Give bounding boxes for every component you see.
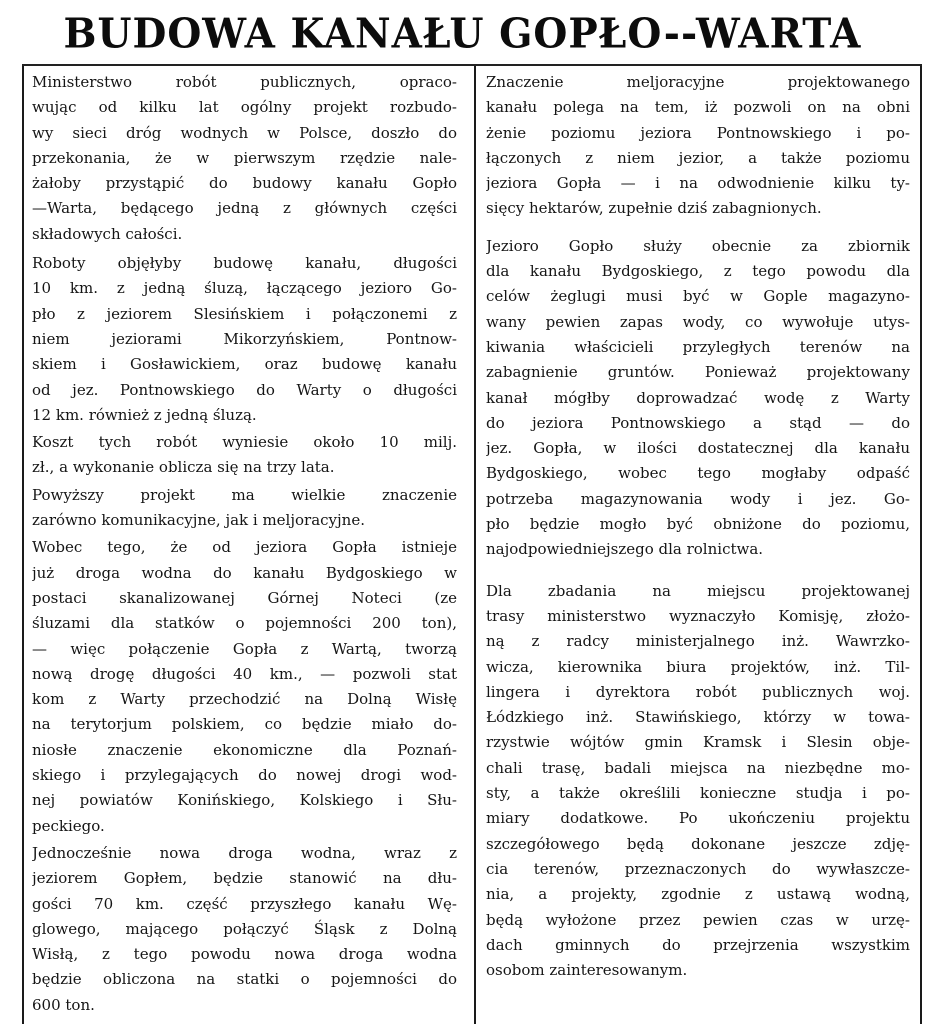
text-line: przekonania, że w pierwszym rzędzie nale- [32,148,457,167]
text-line: wując od kilku lat ogólny projekt rozbudo- [32,98,457,117]
text-line: wy sieci dróg wodnych w Polsce, doszło do [32,123,457,142]
text-line: —Warta, będącego jedną z głównych części [32,199,457,218]
text-line: nia, a projekty, zgodnie z ustawą wodną, [486,885,910,904]
text-line: kanał mógłby doprowadzać wodę z Warty [486,388,910,407]
left-column-border [22,66,24,1024]
paragraph [486,579,910,984]
text-line: żenie poziomu jeziora Pontnowskiego i po- [486,123,910,142]
text-line: żałoby przystąpić do budowy kanału Gopło [32,174,457,193]
text-line: na terytorjum polskiem, co będzie miało do- [32,715,457,734]
text-line: pło będzie mogło być obniżone do poziomu, [486,515,910,534]
text-line: ną z radcy ministerjalnego inż. Wawrzko- [486,632,910,651]
paragraph [32,251,457,428]
text-line: Jednocześnie nowa droga wodna, wraz z [32,843,457,862]
paragraph-gap [486,563,910,579]
text-line: chali trasę, badali miejsca na niezbędne mo- [486,758,910,777]
text-line: kom z Warty przechodzić na Dolną Wisłę [32,690,457,709]
text-line: Wobec tego, że od jeziora Gopła istnieje [32,538,457,557]
text-line: od jez. Pontnowskiego do Warty o długości [32,380,457,399]
text-line: Roboty objęłyby budowę kanału, długości [32,254,457,273]
paragraph [32,430,457,481]
text-line: najodpowiedniejszego dla rolnictwa. [486,540,764,559]
text-line: cia terenów, przeznaczonych do wywłaszcze- [486,859,910,878]
text-line: 10 km. z jedną śluzą, łączącego jezioro Go- [32,279,457,298]
paragraph [32,841,457,1018]
text-line: Znaczenie meljoracyjne projektowanego [486,73,910,91]
text-line: łączonych z niem jezior, a także poziomu [486,148,910,167]
text-line: pło z jeziorem Slesińskiem i połączonemi z [32,304,457,323]
text-line: — więc połączenie Gopła z Wartą, tworzą [32,639,457,658]
text-line: Koszt tych robót wyniesie około 10 milj. [32,433,457,452]
text-line: jez. Gopła, w ilości dostatecznej dla kanału [486,439,910,458]
text-line: Bydgoskiego, wobec tego mogłaby odpaść [486,464,910,483]
text-line: Dla zbadania na miejscu projektowanej [486,581,910,600]
text-line: szczegółowego będą dokonane jeszcze zdję- [486,834,910,853]
text-line: do jeziora Pontnowskiego a stąd — do [486,413,910,432]
article-headline: BUDOWA KANAŁU GOPŁO--WARTA [63,9,862,59]
paragraph [32,483,457,534]
text-line: skiem i Gosławickiem, oraz budowę kanału [32,355,457,374]
text-line: sięcy hektarów, zupełnie dziś zabagnionych. [486,199,822,218]
paragraph [32,70,457,247]
text-line: rzystwie wójtów gmin Kramsk i Slesin obje- [486,733,910,752]
text-line: niosłe znaczenie ekonomiczne dla Poznań- [32,740,457,759]
text-line: nową drogę długości 40 km., — pozwoli stat [32,664,457,683]
text-line: glowego, mającego połączyć Śląsk z Dolną [32,919,457,938]
text-line: wany pewien zapas wody, co wywołuje utys- [486,312,910,331]
text-line: Łódzkiego inż. Stawińskiego, którzy w towa- [486,708,910,727]
text-line: będą wyłożone przez pewien czas w urzę- [486,910,910,929]
text-line: niem jeziorami Mikorzyńskiem, Pontnow- [32,329,457,348]
text-line: sty, a także określili konieczne studja i po- [486,784,910,803]
text-line: Jezioro Gopło służy obecnie za zbiornik [486,236,910,255]
text-line: peckiego. [32,816,105,835]
paragraph-gap [486,222,910,234]
text-line: miary dodatkowe. Po ukończeniu projektu [486,809,910,828]
right-column-border [920,66,922,1024]
text-line: Powyższy projekt ma wielkie znaczenie [32,485,457,504]
text-line: kanału polega na tem, iż pozwoli on na obni [486,98,910,117]
left-column [32,70,457,1018]
text-line: potrzeba magazynowania wody i jez. Go- [486,489,910,508]
text-line: postaci skanalizowanej Górnej Noteci (ze [32,588,457,607]
text-line: celów żeglugi musi być w Gople magazyno- [486,287,910,306]
text-line: będzie obliczona na statki o pojemności do [32,970,457,989]
text-line: nej powiatów Konińskiego, Kolskiego i Słu- [32,791,457,810]
text-line: już droga wodna do kanału Bydgoskiego w [32,563,457,582]
headline-rule [22,64,922,66]
paragraph [486,70,910,222]
text-line: Wisłą, z tego powodu nowa droga wodna [32,945,457,964]
text-line: 12 km. również z jedną śluzą. [32,405,257,424]
right-column [486,70,910,983]
text-line: dla kanału Bydgoskiego, z tego powodu dla [486,262,910,281]
paragraph [32,535,457,839]
text-line: jeziorem Gopłem, będzie stanowić na dłu- [32,869,457,888]
text-line: składowych całości. [32,224,183,243]
text-line: śluzami dla statków o pojemności 200 ton), [32,614,457,633]
text-line: osobom zainteresowanym. [486,961,688,980]
text-line: lingera i dyrektora robót publicznych woj. [486,682,910,701]
text-line: wicza, kierownika biura projektów, inż. Til- [486,657,910,676]
text-line: trasy ministerstwo wyznaczyło Komisję, złożo- [486,606,910,625]
text-line: skiego i przylegających do nowej drogi wod- [32,766,457,785]
text-line: jeziora Gopła — i na odwodnienie kilku ty- [486,174,910,193]
text-line: kiwania właścicieli przyległych terenów na [486,337,910,356]
text-line: 600 ton. [32,995,95,1014]
text-line: Ministerstwo robót publicznych, opraco- [32,73,457,91]
text-line: gości 70 km. część przyszłego kanału Wę- [32,894,457,913]
column-divider [474,66,476,1024]
text-line: dach gminnych do przejrzenia wszystkim [486,935,910,954]
paragraph [486,234,910,563]
text-line: zł., a wykonanie oblicza się na trzy lata. [32,458,335,477]
text-line: zarówno komunikacyjne, jak i meljoracyjne. [32,511,365,530]
text-line: zabagnienie gruntów. Ponieważ projektowany [486,363,910,382]
